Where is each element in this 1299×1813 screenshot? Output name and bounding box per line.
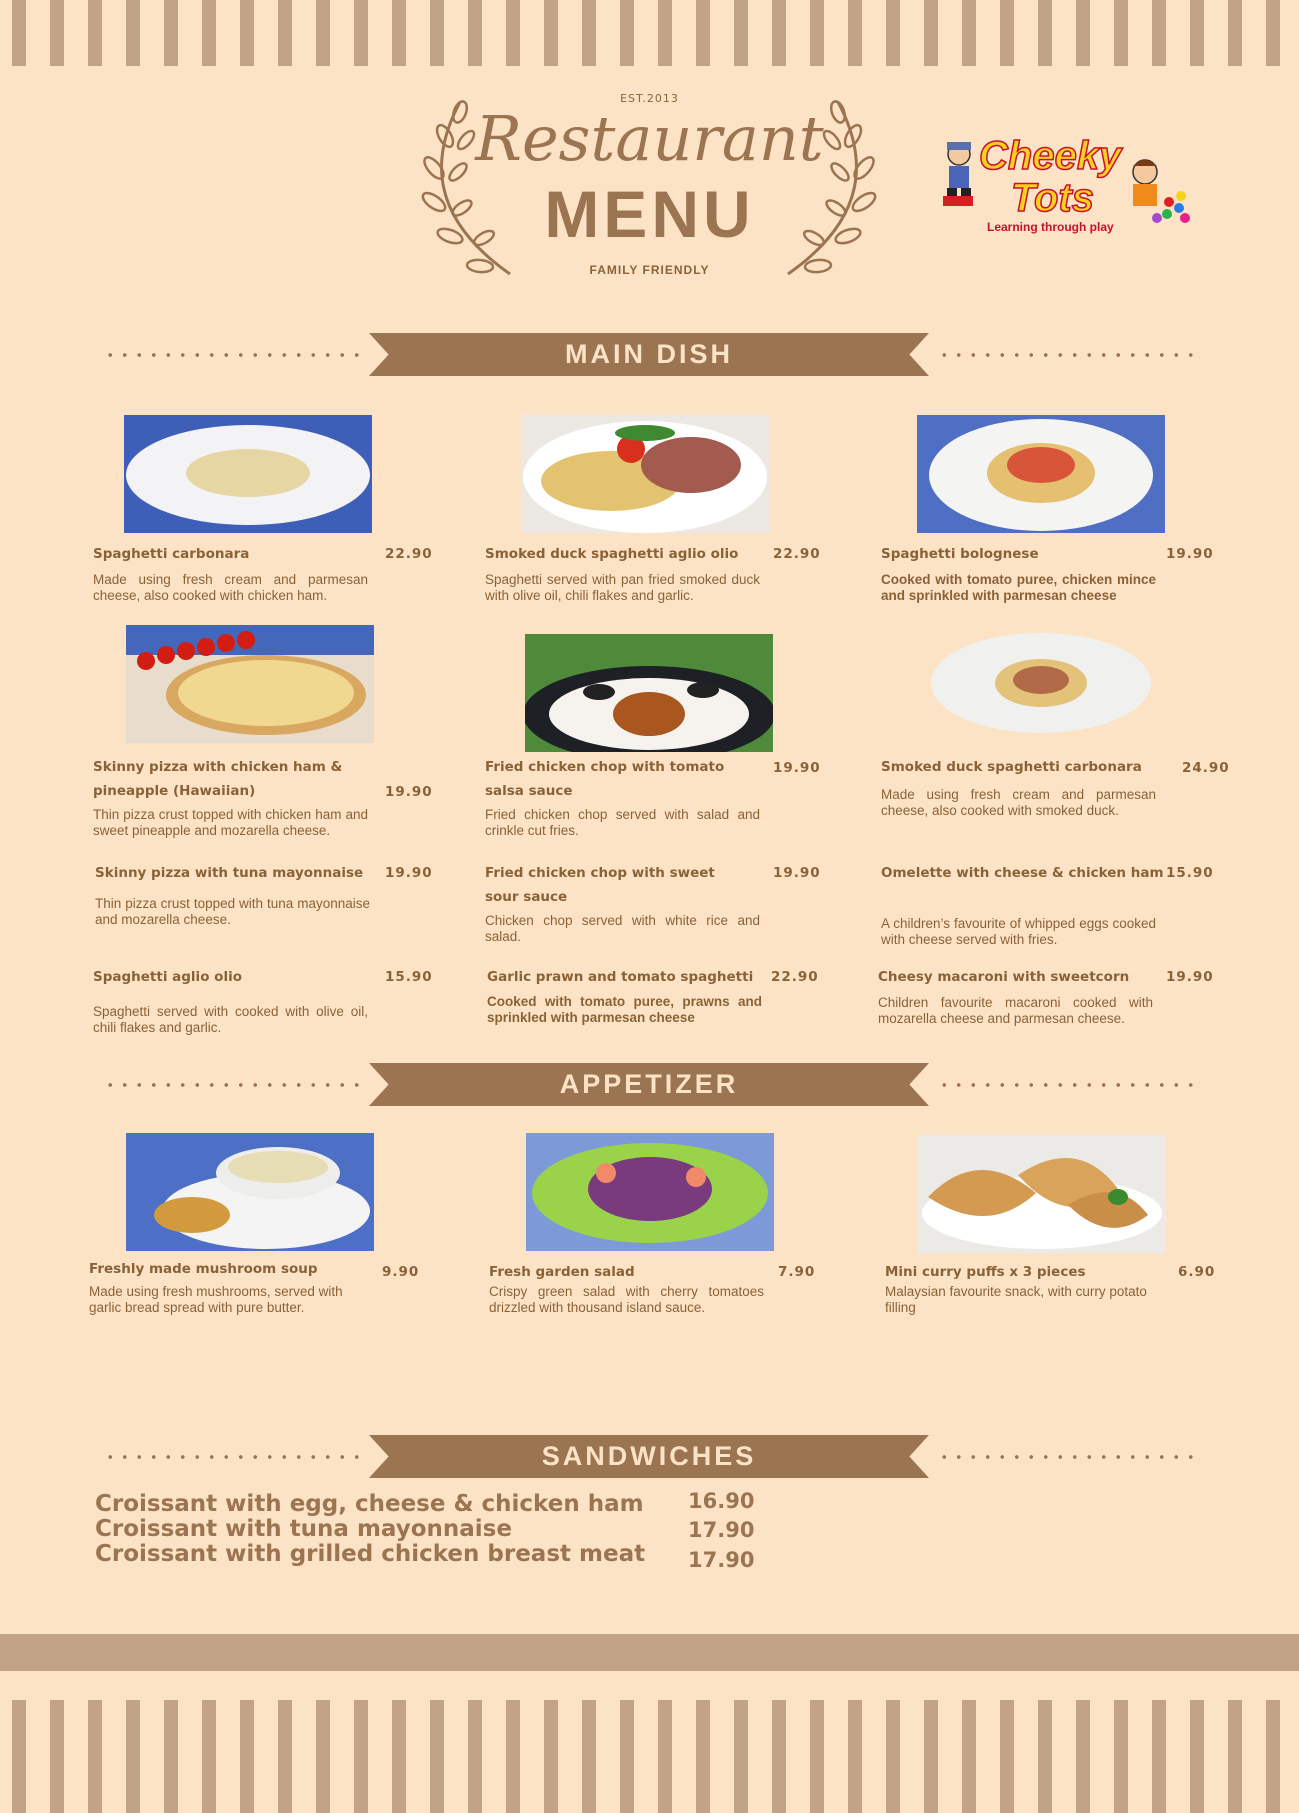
dotted-divider (103, 353, 365, 357)
dish-price: 15.90 (1166, 865, 1214, 881)
bottom-stripe-border (0, 1700, 1299, 1813)
dish-description: Thin pizza crust topped with chicken ham and sweet pineapple and mozarella cheese. (93, 807, 368, 838)
logo-tagline: Learning through play (987, 220, 1114, 234)
section-sandwiches (0, 1435, 1299, 1478)
dish-name: Spaghetti bolognese (881, 546, 1039, 562)
dish-name: Garlic prawn and tomato spaghetti (487, 969, 754, 985)
dish-photo-spaghetti-carbonara (124, 415, 372, 533)
dish-name: Cheesy macaroni with sweetcorn (878, 969, 1130, 985)
dish-price: 22.90 (385, 546, 433, 562)
kid-mascot-icon (1123, 152, 1193, 232)
dish-description: Malaysian favourite snack, with curry potato filling (885, 1284, 1147, 1315)
dish-photo-mushroom-soup (126, 1133, 374, 1251)
dish-name: Spaghetti aglio olio (93, 969, 242, 985)
family-friendly-label: FAMILY FRIENDLY (589, 263, 710, 277)
dotted-divider (103, 1083, 365, 1087)
dish-description: Thin pizza crust topped with tuna mayonnaise and mozarella cheese. (95, 896, 370, 927)
dish-description: Spaghetti served with cooked with olive oil, chili flakes and garlic. (93, 1004, 368, 1035)
dish-price: 19.90 (385, 865, 433, 881)
dotted-divider (937, 353, 1199, 357)
section-title: SANDWICHES (541, 1441, 757, 1471)
dish-photo-smoked-duck-carbonara (930, 632, 1152, 735)
dish-description: Spaghetti served with pan fried smoked duck with olive oil, chili flakes and garlic. (485, 572, 760, 603)
dish-photo-spaghetti-bolognese (917, 415, 1165, 533)
sandwich-name: Croissant with grilled chicken breast meat (95, 1541, 646, 1567)
dish-price: 7.90 (778, 1264, 816, 1280)
section-main-dish (0, 333, 1299, 376)
dish-description: Cooked with tomato puree, prawns and sprinkled with parmesan cheese (487, 994, 762, 1025)
dish-price: 19.90 (773, 760, 821, 776)
cheeky-tots-logo (937, 132, 1192, 242)
dish-name: Skinny pizza with chicken ham & pineapple (Hawaiian) (93, 759, 343, 799)
dish-price: 9.90 (382, 1264, 420, 1280)
dish-description: Cooked with tomato puree, chicken mince and sprinkled with parmesan cheese (881, 572, 1156, 603)
dish-name: Omelette with cheese & chicken ham (881, 865, 1164, 881)
dotted-divider (937, 1083, 1199, 1087)
dish-name: Freshly made mushroom soup (89, 1261, 318, 1277)
restaurant-title: Restaurant (475, 102, 824, 175)
top-stripe-border (0, 0, 1299, 66)
dish-description: Children favourite macaroni cooked with mozarella cheese and parmesan cheese. (878, 995, 1153, 1026)
dotted-divider (937, 1455, 1199, 1459)
dish-description: Made using fresh cream and parmesan cheese, also cooked with chicken ham. (93, 572, 368, 603)
dotted-divider (103, 1455, 365, 1459)
dish-price: 19.90 (385, 784, 433, 800)
dish-price: 6.90 (1178, 1264, 1216, 1280)
logo-text-cheeky: Cheeky (979, 134, 1122, 178)
sandwich-price: 16.90 (688, 1489, 755, 1513)
sandwich-name: Croissant with tuna mayonnaise (95, 1516, 512, 1542)
section-title: MAIN DISH (565, 339, 733, 369)
dish-price: 15.90 (385, 969, 433, 985)
dish-name: Spaghetti carbonara (93, 546, 250, 562)
knight-mascot-icon (937, 138, 981, 208)
dish-description: A children’s favourite of whipped eggs cooked with cheese served with fries. (881, 916, 1156, 947)
dish-price: 19.90 (1166, 969, 1214, 985)
bottom-band (0, 1634, 1299, 1671)
dish-price: 22.90 (771, 969, 819, 985)
dish-photo-smoked-duck-aglio-olio (521, 415, 769, 533)
dish-description: Crispy green salad with cherry tomatoes drizzled with thousand island sauce. (489, 1284, 764, 1315)
dish-photo-fried-chicken-salsa (525, 634, 773, 752)
dish-photo-hawaiian-pizza (126, 625, 374, 743)
dish-price: 24.90 (1182, 760, 1230, 776)
dish-name: Smoked duck spaghetti aglio olio (485, 546, 739, 562)
dish-name: Fresh garden salad (489, 1264, 635, 1280)
dish-description: Chicken chop served with white rice and salad. (485, 913, 760, 944)
section-title: APPETIZER (559, 1069, 739, 1099)
logo-text-tots: Tots (1011, 176, 1094, 220)
dish-name: Fried chicken chop with sweet sour sauce (485, 865, 715, 905)
dish-description: Fried chicken chop served with salad and crinkle cut fries. (485, 807, 760, 838)
dish-name: Mini curry puffs x 3 pieces (885, 1264, 1086, 1280)
menu-title: MENU (544, 177, 755, 251)
dish-description: Made using fresh mushrooms, served with garlic bread spread with pure butter. (89, 1284, 343, 1315)
dish-description: Made using fresh cream and parmesan cheese, also cooked with smoked duck. (881, 787, 1156, 818)
dish-name: Skinny pizza with tuna mayonnaise (95, 865, 364, 881)
dish-name: Fried chicken chop with tomato salsa sauce (485, 759, 725, 799)
established-year: EST.2013 (620, 92, 679, 105)
sandwich-price: 17.90 (688, 1518, 755, 1542)
dish-price: 19.90 (773, 865, 821, 881)
sandwich-price: 17.90 (688, 1548, 755, 1572)
dish-name: Smoked duck spaghetti carbonara (881, 759, 1142, 775)
dish-price: 19.90 (1166, 546, 1214, 562)
section-appetizer (0, 1063, 1299, 1106)
dish-photo-curry-puffs (918, 1135, 1166, 1253)
sandwich-name: Croissant with egg, cheese & chicken ham (95, 1491, 644, 1517)
dish-photo-garden-salad (526, 1133, 774, 1251)
dish-price: 22.90 (773, 546, 821, 562)
